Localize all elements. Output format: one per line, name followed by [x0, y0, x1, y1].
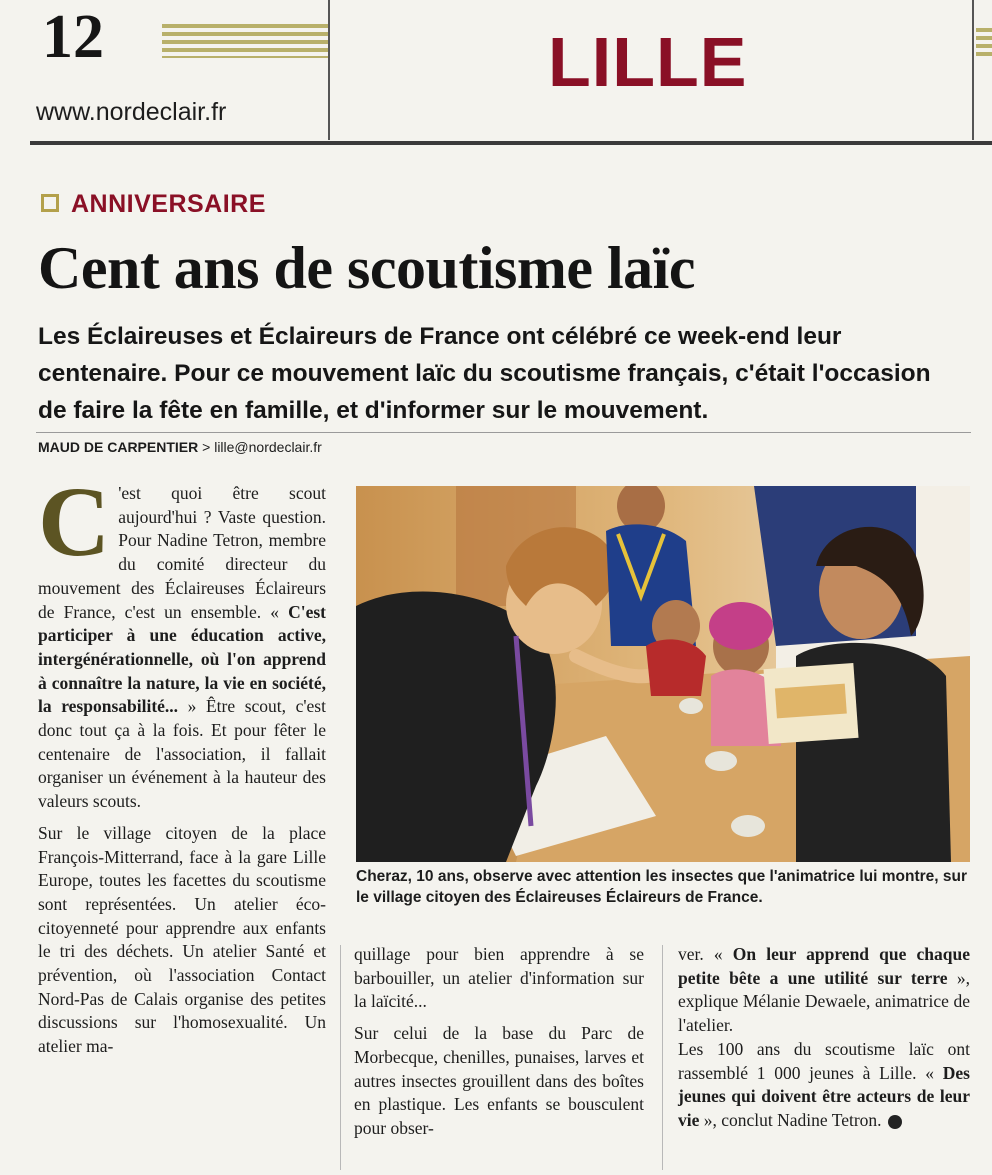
paragraph: quillage pour bien apprendre à se barbouiller, un atelier d'information sur la laïcité... [354, 944, 644, 1012]
page-number: 12 [42, 3, 104, 71]
article-column-1 [38, 466, 326, 1059]
header-divider [328, 0, 330, 140]
quote-bold: C'est participer à une éducation active, intergénérationnelle, où l'on apprend à connaître la nature, la vie en société, la responsabilité... [38, 601, 326, 717]
site-url: www.nordeclair.fr [36, 98, 227, 126]
decorative-stripes [162, 24, 330, 58]
byline [38, 437, 322, 457]
paragraph-text: », conclut Nadine Tetron. [699, 1109, 882, 1130]
paragraph [678, 1038, 970, 1133]
paragraph: Sur le village citoyen de la place François-Mitterrand, face à la gare Lille Europe, toutes les facettes du scoutisme sont représentées. Un atelier éco-citoyenneté pour apprendre aux enfants le tri des déchets. Un atelier Santé et prévention, où l'association Contact Nord-Pas de Calais organise des petites discussions sur l'homosexualité. Un atelier ma- [38, 822, 326, 1057]
paragraph-text: » Être scout, c'est donc tout ça à la fois. Et pour fêter le centenaire de l'association, il fallait organiser un événement à la hauteur des valeurs scouts. [38, 696, 326, 812]
paragraph [678, 943, 970, 1038]
paragraph-text: », explique Mélanie Dewaele, animatrice de l'atelier. [678, 967, 970, 1036]
paragraph-text: Les 100 ans du scoutisme laïc ont rassemblé 1 000 jeunes à Lille. « [678, 1038, 970, 1083]
photo-caption: Cheraz, 10 ans, observe avec attention les insectes que l'animatrice lui montre, sur le village citoyen des Éclaireuses Éclaireurs de France. [356, 868, 968, 906]
photo-illustration [356, 486, 970, 862]
paragraph [38, 466, 326, 814]
paragraph-text: 'est quoi être scout aujourd'hui ? Vaste question. Pour Nadine Tetron, membre du comité directeur du mouvement des Éclaireuses Éclaireurs de France, c'est un ensemble. « [38, 483, 326, 622]
article-photo [356, 486, 970, 862]
square-bullet-icon [41, 194, 59, 212]
kicker: ANNIVERSAIRE [71, 190, 266, 218]
byline-separator: > [202, 439, 211, 455]
paragraph: Sur celui de la base du Parc de Morbecque, chenilles, punaises, larves et autres insectes grouillent dans des boîtes en plastique. Les enfants se bousculent pour obser- [354, 1023, 644, 1138]
column-divider [340, 945, 341, 1170]
section-title: LILLE [548, 23, 748, 101]
byline-author: MAUD DE CARPENTIER [38, 439, 199, 455]
paragraph-text: ver. « [678, 944, 733, 964]
header-divider [972, 0, 974, 140]
byline-email: lille@nordeclair.fr [214, 439, 322, 455]
standfirst: Les Éclaireuses et Éclaireurs de France ont célébré ce week-end leur centenaire. Pour ce mouvement laïc du scoutisme français, c'était l'occasion de faire la fête en famille, et d'informer sur le mouvement. [38, 323, 931, 424]
quote-bold: On leur apprend que chaque petite bête a une utilité sur terre [678, 944, 970, 988]
headline: Cent ans de scoutisme laïc [38, 235, 695, 301]
article-column-2 [354, 943, 644, 1141]
header-rule [30, 141, 992, 145]
column-divider [662, 945, 663, 1170]
quote-bold: Des jeunes qui doivent être acteurs de leur vie [678, 1062, 970, 1130]
byline-rule [36, 432, 971, 433]
article-column-3 [678, 943, 970, 1133]
decorative-stripes [976, 28, 992, 58]
end-of-article-icon [888, 1115, 902, 1129]
drop-cap: C [38, 466, 111, 577]
